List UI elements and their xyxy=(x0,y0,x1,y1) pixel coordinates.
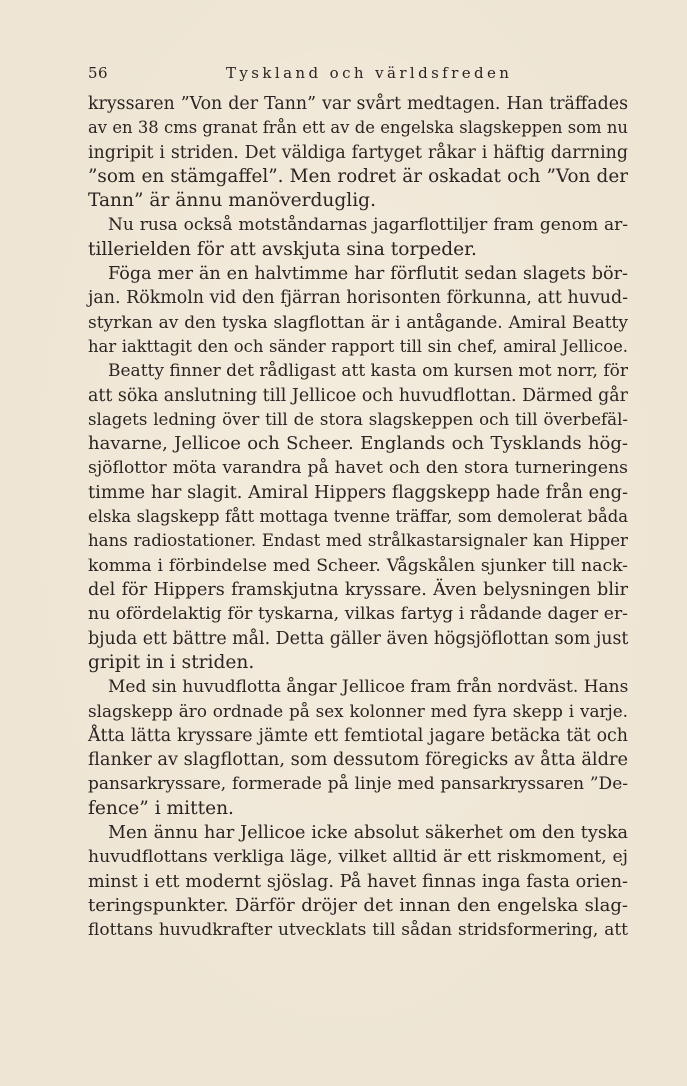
text-line: slagets ledning över till de stora slagskeppen och till överbefäl- xyxy=(88,409,628,429)
text-line: av en 38 cms granat från ett av de engelska slagskeppen som nu xyxy=(88,118,628,138)
text-line: att söka anslutning till Jellicoe och huvudflottan. Därmed går xyxy=(88,385,628,406)
text-line: del för Hippers framskjutna kryssare. Även belysningen blir xyxy=(88,579,628,600)
text-line: Beatty finner det rådligast att kasta om kursen mot norr, för xyxy=(108,361,628,382)
text-line: komma i förbindelse med Scheer. Vågskålen sjunker till nack- xyxy=(88,555,628,576)
text-line: ingripit i striden. Det väldiga fartyget råkar i häftig darrning xyxy=(88,142,628,163)
text-line: kryssaren ”Von der Tann” var svårt medtagen. Han träffades xyxy=(88,94,628,114)
body-text xyxy=(88,92,628,942)
text-line: elska slagskepp fått mottaga tvenne träffar, som demolerat båda xyxy=(88,507,628,527)
text-line: pansarkryssare, formerade på linje med pansarkryssaren ”De- xyxy=(88,774,628,795)
text-line: styrkan av den tyska slagflottan är i antågande. Amiral Beatty xyxy=(88,312,628,333)
text-line: Föga mer än en halvtimme har förflutit sedan slagets bör- xyxy=(108,264,628,285)
text-line: Åtta lätta kryssare jämte ett femtiotal jagare betäcka tät och xyxy=(88,725,628,746)
text-line: timme har slagit. Amiral Hippers flaggskepp hade från eng- xyxy=(88,481,628,503)
text-line: bjuda ett bättre mål. Detta gäller även högsjöflottan som just xyxy=(88,628,629,649)
text-line: flanker av slagflottan, som dessutom föregicks av åtta äldre xyxy=(88,749,629,771)
paragraph xyxy=(88,213,628,262)
text-line: fence” i mitten. xyxy=(88,797,234,819)
paragraph xyxy=(88,675,628,821)
text-line: jan. Rökmoln vid den fjärran horisonten förkunna, att huvud- xyxy=(88,288,628,309)
text-line: slagskepp äro ordnade på sex kolonner med fyra skepp i varje. xyxy=(88,701,628,722)
text-line: gripit in i striden. xyxy=(88,651,255,673)
text-line: minst i ett modernt sjöslag. På havet finnas inga fasta orien- xyxy=(88,871,628,892)
text-line: tillerielden för att avskjuta sina torpeder. xyxy=(88,238,477,260)
text-line: teringspunkter. Därför dröjer det innan den engelska slag- xyxy=(88,894,628,916)
paragraph xyxy=(88,821,628,942)
text-line: ”som en stämgaffel”. Men rodret är oskadat och ”Von der xyxy=(88,165,628,187)
text-line: har iakttagit den och sänder rapport till sin chef, amiral Jellicoe. xyxy=(88,336,628,356)
paragraph xyxy=(88,262,628,359)
text-line: flottans huvudkrafter utvecklats till sådan stridsformering, att xyxy=(88,920,628,941)
text-line: hans radiostationer. Endast med strålkastarsignaler kan Hipper xyxy=(88,531,628,551)
text-line: havarne, Jellicoe och Scheer. Englands och Tysklands hög- xyxy=(88,433,628,455)
text-line: sjöflottor möta varandra på havet och den stora turneringens xyxy=(88,458,628,479)
page-number: 56 xyxy=(88,64,109,82)
text-line: nu ofördelaktig för tyskarna, vilkas fartyg i rådande dager er- xyxy=(88,604,628,625)
text-line: Tann” är ännu manöverduglig. xyxy=(88,190,376,212)
text-line: Men ännu har Jellicoe icke absolut säkerhet om den tyska xyxy=(108,822,628,843)
text-line: huvudflottans verkliga läge, vilket alltid är ett riskmoment, ej xyxy=(88,847,628,868)
page-header xyxy=(88,64,628,86)
paragraph xyxy=(88,92,628,213)
running-title: Tyskland och världsfreden xyxy=(226,64,513,82)
paragraph xyxy=(88,359,628,675)
text-line: Med sin huvudflotta ångar Jellicoe fram från nordväst. Hans xyxy=(108,677,629,698)
text-line: Nu rusa också motståndarnas jagarflottiljer fram genom ar- xyxy=(108,215,628,236)
